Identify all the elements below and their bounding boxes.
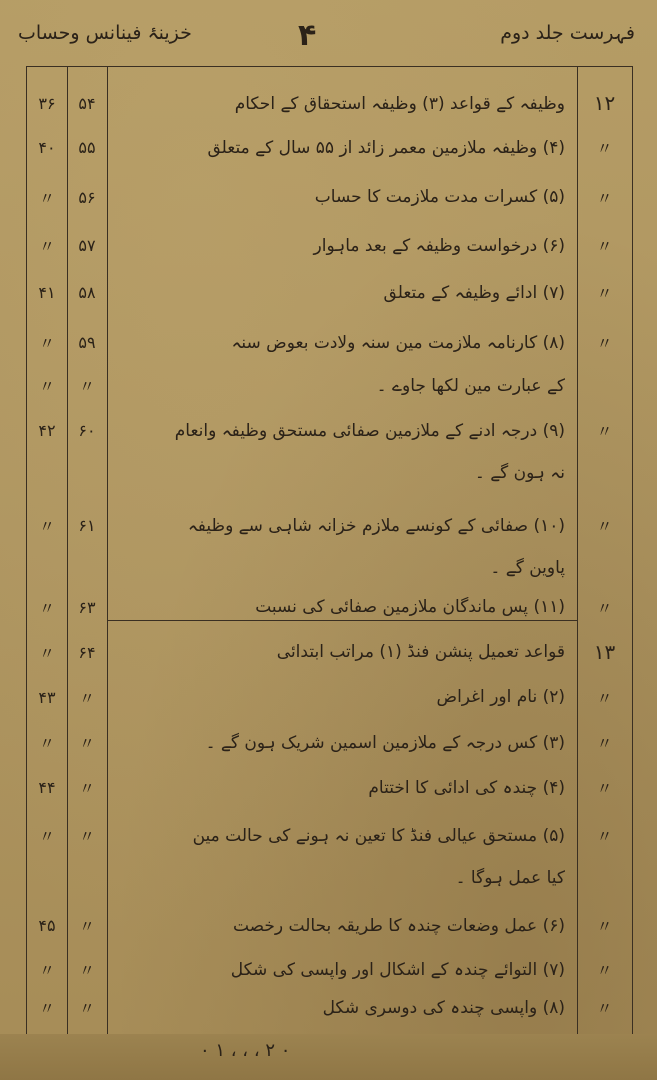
table-row <box>27 987 632 1027</box>
entry-page: 〃 <box>78 916 95 936</box>
entry-text: پاوین گے ۔ <box>490 557 565 578</box>
entry-page-alt: 〃 <box>38 376 55 396</box>
entry-text: (۶) عمل وضعات چندہ کا طریقہ بحالت رخصت <box>232 915 565 936</box>
table-row <box>27 905 632 945</box>
entry-text: نہ ہون گے ۔ <box>474 462 565 483</box>
entry-text: کے عبارت مین لکھا جاوے ۔ <box>376 375 565 396</box>
entry-page-alt: 〃 <box>38 333 55 353</box>
table-row <box>27 322 632 362</box>
entry-page-alt: 〃 <box>38 236 55 256</box>
entry-page-alt: ۴۲ <box>38 420 56 440</box>
entry-page: ۶۳ <box>78 597 96 617</box>
table-row <box>27 547 632 587</box>
entry-text: (۷) ادائے وظیفہ کے متعلق <box>383 282 565 303</box>
entry-page: 〃 <box>78 998 95 1018</box>
entry-text: (۲) نام اور اغراض <box>436 687 565 707</box>
entry-page: ۵۷ <box>78 235 96 255</box>
entry-text: (۸) کارنامہ ملازمت مین سنہ ولادت بعوض سنہ <box>231 332 565 353</box>
entry-page: ۶۰ <box>78 420 96 440</box>
section-number: ۱۲ <box>593 91 616 115</box>
entry-text: وظیفہ کے قواعد (۳) وظیفہ استحقاق کے احکام <box>234 93 565 114</box>
ditto-mark: 〃 <box>596 960 613 980</box>
table-row <box>27 677 632 717</box>
entry-page-alt: ۴۱ <box>38 282 56 302</box>
ditto-mark: 〃 <box>596 826 613 846</box>
ditto-mark: 〃 <box>596 916 613 936</box>
entry-page: ۵۴ <box>78 93 96 113</box>
entry-page-alt: 〃 <box>38 998 55 1018</box>
entry-page-alt: 〃 <box>38 188 55 208</box>
entry-page: ۵۵ <box>78 137 96 157</box>
entry-text: (۹) درجہ ادنے کے ملازمین صفائی مستحق وظیفہ وانعام <box>174 420 565 441</box>
entry-page: ۵۹ <box>78 332 96 352</box>
entry-text: (۶) درخواست وظیفہ کے بعد ماہوار <box>313 235 565 256</box>
table-row <box>27 505 632 545</box>
entry-text: (۳) کس درجہ کے ملازمین اسمین شریک ہون گے ۔ <box>205 732 565 753</box>
entry-text: قواعد تعمیل پنشن فنڈ (۱) مراتب ابتدائی <box>276 642 565 662</box>
footer-marks: ۰ ۱ ، ، ، ۲ ۰ <box>200 1040 291 1061</box>
section-number: ۱۳ <box>593 640 616 664</box>
table-row <box>27 83 632 123</box>
entry-page: 〃 <box>78 826 95 846</box>
table-row <box>27 225 632 265</box>
page-bottom-edge <box>0 1034 657 1080</box>
entry-page-alt: 〃 <box>38 733 55 753</box>
entry-page: ۵۸ <box>78 282 96 302</box>
entry-page-alt: 〃 <box>38 598 55 618</box>
table-row <box>27 722 632 762</box>
entry-text: (۷) التوائے چندہ کے اشکال اور واپسی کی شکل <box>230 959 565 980</box>
entry-page-alt: ۴۴ <box>38 777 56 797</box>
table-row <box>27 815 632 855</box>
entry-page: 〃 <box>78 688 95 708</box>
page-number: ۴ <box>298 18 317 53</box>
ditto-mark: 〃 <box>596 598 613 618</box>
table-row <box>27 949 632 989</box>
table-row <box>27 587 632 627</box>
table-row <box>27 177 632 217</box>
entry-text: (۱۰) صفائی کے کونسے ملازم خزانہ شاہی سے وظیفہ <box>187 515 565 536</box>
table-row <box>27 272 632 312</box>
entry-text: کیا عمل ہوگا ۔ <box>455 867 565 888</box>
entry-page-alt: ۴۰ <box>38 137 56 157</box>
table-row <box>27 365 632 405</box>
entry-text: (۵) کسرات مدت ملازمت کا حساب <box>314 187 565 207</box>
table-row <box>27 632 632 672</box>
ditto-mark: 〃 <box>596 421 613 441</box>
ditto-mark: 〃 <box>596 333 613 353</box>
entry-page: ۶۴ <box>78 642 96 662</box>
entry-text: (۴) وظیفہ ملازمین معمر زائد از ۵۵ سال کے متعلق <box>207 137 565 158</box>
entry-page: 〃 <box>78 778 95 798</box>
entry-page-alt: 〃 <box>38 643 55 663</box>
entry-page-alt: 〃 <box>38 960 55 980</box>
ditto-mark: 〃 <box>596 188 613 208</box>
ditto-mark: 〃 <box>596 733 613 753</box>
table-row <box>27 857 632 897</box>
entry-page-alt: ۴۵ <box>38 915 56 935</box>
entry-page: 〃 <box>78 733 95 753</box>
ditto-mark: 〃 <box>596 236 613 256</box>
entry-text: (۵) مستحق عیالی فنڈ کا تعین نہ ہونے کی حالت مین <box>192 825 565 846</box>
entry-page-alt: ۴۳ <box>38 687 56 707</box>
ditto-mark: 〃 <box>596 688 613 708</box>
table-row <box>27 452 632 492</box>
entry-page: 〃 <box>78 376 95 396</box>
entry-text: (۱۱) پس ماندگان ملازمین صفائی کی نسبت <box>255 597 565 617</box>
entry-page-alt: 〃 <box>38 516 55 536</box>
header-left-title: خزینۂ فینانس وحساب <box>18 22 192 44</box>
entry-page-alt: ۳۶ <box>38 93 56 113</box>
table-row <box>27 127 632 167</box>
entry-page-alt: 〃 <box>38 826 55 846</box>
entry-page: ۵۶ <box>78 187 96 207</box>
ditto-mark: 〃 <box>596 778 613 798</box>
entry-page: ۶۱ <box>78 515 96 535</box>
table-row <box>27 410 632 450</box>
header-right-title: فہرست جلد دوم <box>500 22 635 44</box>
index-table <box>26 66 633 1036</box>
ditto-mark: 〃 <box>596 283 613 303</box>
ditto-mark: 〃 <box>596 998 613 1018</box>
ditto-mark: 〃 <box>596 138 613 158</box>
table-row <box>27 767 632 807</box>
entry-text: (۸) واپسی چندہ کی دوسری شکل <box>322 997 565 1018</box>
entry-text: (۴) چندہ کی ادائی کا اختتام <box>368 777 565 798</box>
ditto-mark: 〃 <box>596 516 613 536</box>
entry-page: 〃 <box>78 960 95 980</box>
